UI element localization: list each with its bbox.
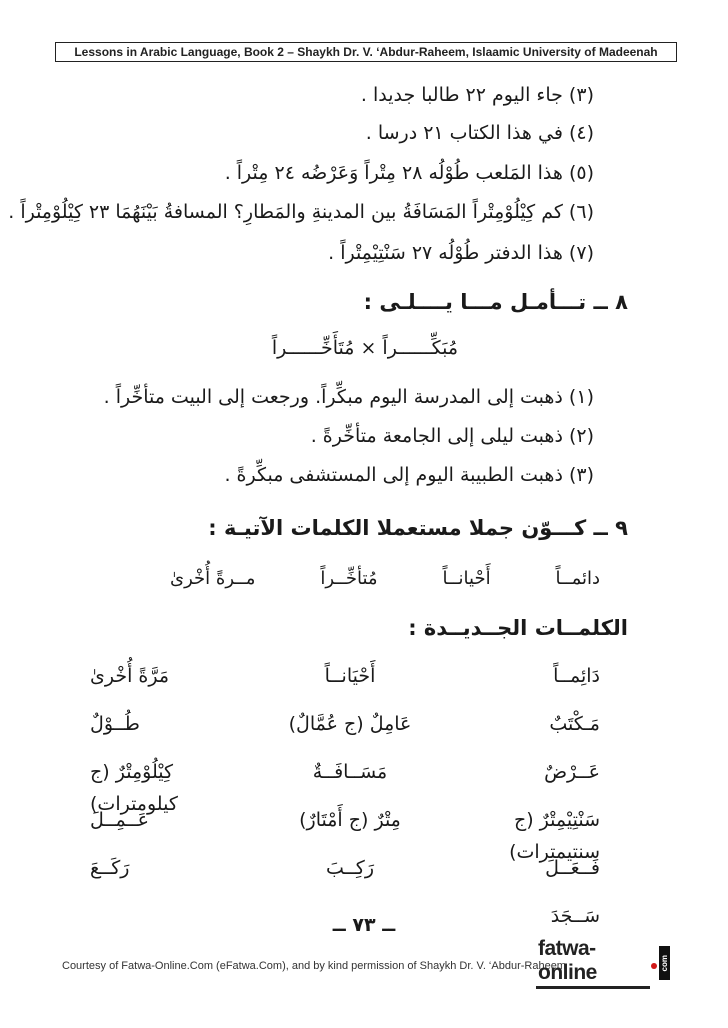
ex8-sentence-1: (١) ذهبت إلى المدرسة اليوم مبكِّراً. ورجعت إلى البيت متأخِّراً .	[103, 386, 594, 408]
vocab-word: مِتْرٌ (ج أَمْتَارٌ)	[299, 809, 401, 831]
sentence-5: (٥) هذا المَلعب طُوْلُه ٢٨ مِتْراً وَعَرْضُه ٢٤ مِتْراً .	[224, 162, 594, 184]
logo-text: fatwa-online	[536, 937, 650, 989]
sentence-7: (٧) هذا الدفتر طُوْلُه ٢٧ سَنْتِيْمِتْراً .	[328, 242, 594, 264]
logo-suffix: com	[659, 954, 669, 972]
sentence-4: (٤) في هذا الكتاب ٢١ درسا .	[365, 122, 594, 144]
word-item: مُتأخِّــراً	[320, 568, 378, 589]
word-item: مــرةً أُخْرىٰ	[170, 568, 256, 589]
word-item: أَحْيانــاً	[442, 568, 491, 589]
vocab-word: كِيْلُوْمِتْرٌ (ج كيلومترات)	[90, 761, 178, 815]
sentence-3: (٣) جاء اليوم ٢٢ طالبا جديدا .	[360, 84, 594, 106]
vocab-word: سَنْتِيْمِتْرٌ (ج سنتيمترات)	[509, 809, 600, 863]
logo-suffix-box	[659, 946, 670, 980]
vocab-word: عَامِلٌ (ج عُمَّالٌ)	[288, 713, 412, 735]
vocab-word: مَسَــافَــةٌ	[312, 761, 388, 783]
new-words-title: الكلمــات الجــديــدة :	[408, 616, 628, 640]
ex8-sentence-3: (٣) ذهبت الطبيبة اليوم إلى المستشفى مبكِّرةً .	[224, 464, 594, 486]
contrast-line: مُبَكِّــــــراً × مُتَأَخِّــــــراً	[271, 337, 458, 359]
exercise-9-words	[170, 568, 600, 598]
exercise-9-title: ٩ ــ كـــوّن جملا مستعملا الكلمات الآتيـة :	[208, 516, 628, 540]
vocab-word: عَــرْضٌ	[544, 761, 600, 783]
page-number: ــ ٧٣ ــ	[332, 914, 396, 936]
vocab-word: طُــوْلٌ	[90, 713, 140, 735]
sentence-6: (٦) كم كِيْلُوْمِتْراً المَسَافَةُ بين المدينةِ والمَطارِ؟ المسافةُ بَيْنَهُمَا ٢٣ كِيْلُوْمِتْراً .	[8, 201, 594, 223]
logo-dot-icon	[651, 963, 657, 969]
word-item: دائمــاً	[555, 568, 600, 589]
header-text: Lessons in Arabic Language, Book 2 – Shaykh Dr. V. ‘Abdur-Raheem, Islaamic University of Madeenah	[74, 45, 658, 59]
exercise-8-title: ٨ ــ تـــأمـل مـــا يــــلـى :	[363, 290, 628, 314]
vocab-word: سَــجَدَ	[550, 905, 600, 927]
footer-credit: Courtesy of Fatwa-Online.Com (eFatwa.Com), and by kind permission of Shaykh Dr. V. ‘Abdur-Raheem	[62, 960, 566, 972]
vocab-word: مَـكْتَبٌ	[549, 713, 600, 735]
page-header	[55, 42, 677, 62]
vocab-word: رَكِــبَ	[326, 857, 375, 879]
vocab-word: دَائِمــاً	[553, 665, 600, 687]
vocab-word: عَــمِــلَ	[90, 809, 149, 831]
vocab-word: رَكَــعَ	[90, 857, 130, 879]
fatwa-online-logo[interactable]	[536, 937, 670, 984]
vocab-word: مَرَّةً أُخْرىٰ	[90, 665, 170, 687]
vocabulary-table	[90, 660, 610, 932]
vocab-word: فَــعَــلَ	[545, 857, 600, 879]
ex8-sentence-2: (٢) ذهبت ليلى إلى الجامعة متأخِّرةً .	[310, 425, 594, 447]
vocab-word: أَحْيَانــاً	[324, 665, 376, 687]
